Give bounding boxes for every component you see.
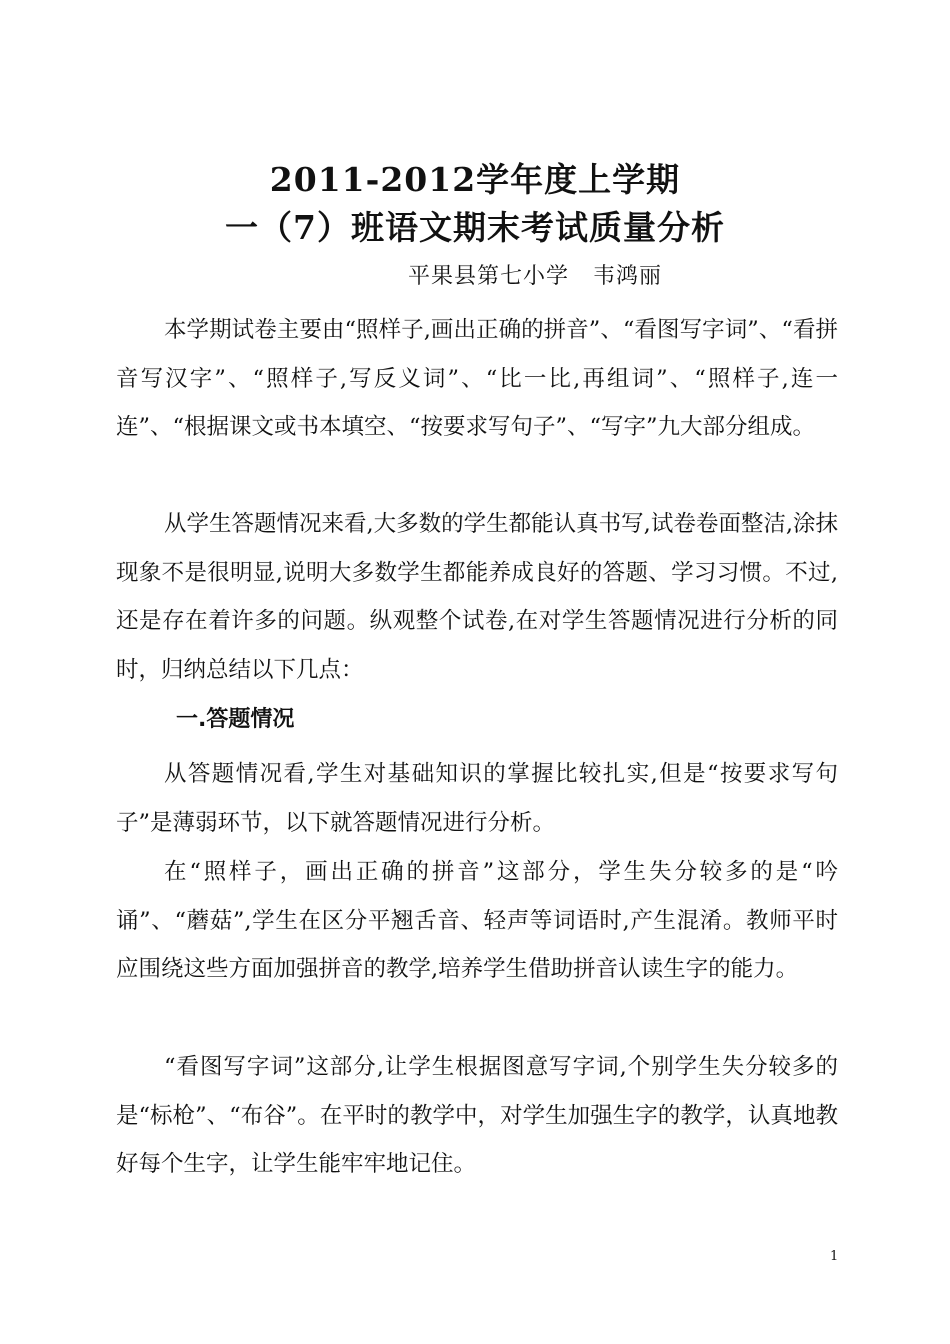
page-number: 1	[830, 1249, 839, 1264]
document-title-line2: 一（7）班语文期末考试质量分析	[225, 208, 725, 247]
paragraph-pinyin-analysis: 在“照样子，画出正确的拼音”这部分，学生失分较多的是“吟诵”、“蘑菇”,学生在区分平翘舌音、轻声等词语时,产生混淆。教师平时应围绕这些方面加强拼音的教学,培养学生借助拼音认读生字的能力。	[116, 859, 838, 982]
paragraph-picture-words-analysis: “看图写字词”这部分,让学生根据图意写字词,个别学生失分较多的是“标枪”、“布谷”。在平时的教学中，对学生加强生字的教学，认真地教好每个生字，让学生能牢牢地记住。	[116, 1054, 838, 1177]
paragraph-exam-structure: 本学期试卷主要由“照样子,画出正确的拼音”、“看图写字词”、“看拼音写汉字”、“照样子,写反义词”、“比一比,再组词”、“照样子,连一连”、“根据课文或书本填空、“按要求写句子”、“写字”九大部分组成。	[116, 317, 838, 440]
author-line: 平果县第七小学 韦鸿丽	[408, 264, 662, 289]
paragraph-answer-overview: 从答题情况看,学生对基础知识的掌握比较扎实,但是“按要求写句子”是薄弱环节，以下就答题情况进行分析。	[116, 761, 838, 836]
section-heading: 一.答题情况	[176, 707, 295, 732]
document-title-line1: 2011-2012学年度上学期	[269, 160, 681, 199]
paragraph-overall-performance: 从学生答题情况来看,大多数的学生都能认真书写,试卷卷面整洁,涂抹现象不是很明显,说明大多数学生都能养成良好的答题、学习习惯。不过,还是存在着许多的问题。纵观整个试卷,在对学生答题情况进行分析的同时，归纳总结以下几点：	[116, 511, 838, 683]
